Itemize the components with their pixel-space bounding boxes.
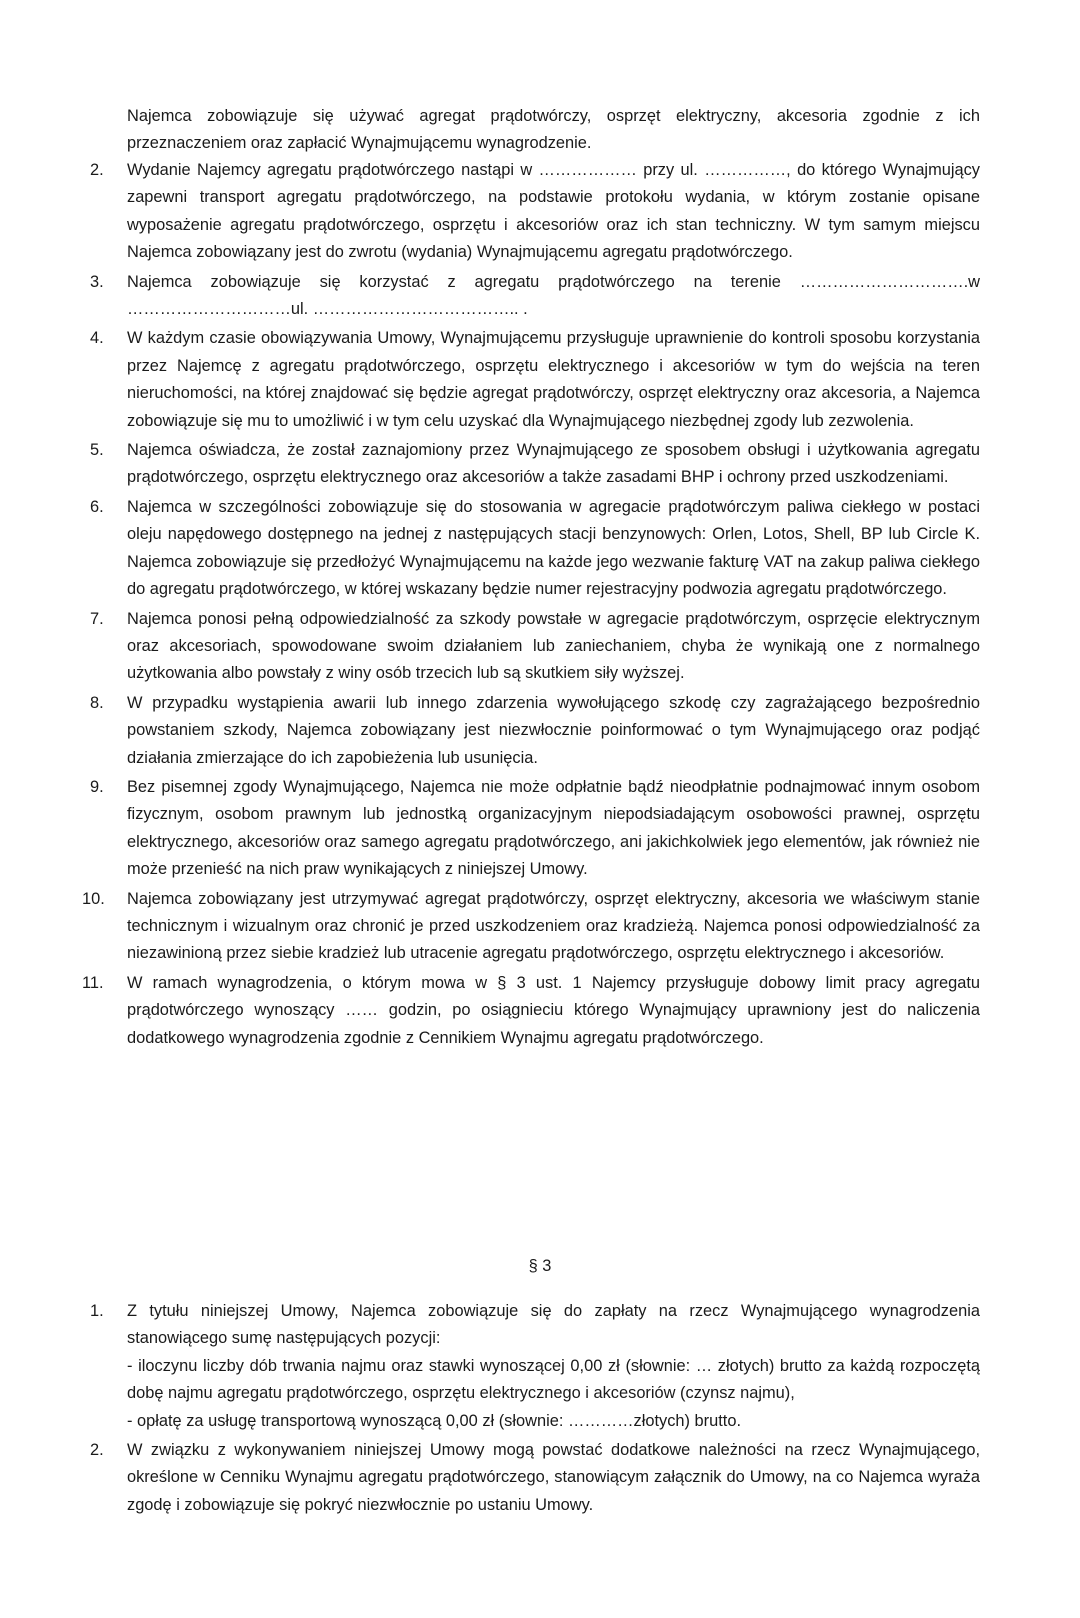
list-item <box>0 437 980 492</box>
item-text: Najemca ponosi pełną odpowiedzialność za szkody powstałe w agregacie prądotwórczym, osprzęcie elektrycznym oraz akcesoriach, spowodowane swoim działaniem lub zaniechaniem, chyba że wynikają one z normalnego użytkowania albo powstały z winy osób trzecich lub są skutkiem siły wyższej. <box>127 609 980 683</box>
item-number: 4. <box>90 329 104 348</box>
item-number: 11. <box>82 973 104 992</box>
item-text: W związku z wykonywaniem niniejszej Umowy mogą powstać dodatkowe należności na rzecz Wynajmującego, określone w Cenniku Wynajmu agregatu prądotwórczego, stanowiącym załącznik do Umowy, na co Najemca wyraża zgodę i zobowiązuje się pokryć niezwłocznie po ustaniu Umowy. <box>127 1441 980 1514</box>
section-3-list <box>0 1298 1080 1521</box>
item-text: Najemca oświadcza, że został zaznajomiony przez Wynajmującego ze sposobem obsługi i użytkowania agregatu prądotwórczego, osprzętu elektrycznego oraz akcesoriów a także zasadami BHP i ochrony przed uszkodzeniami. <box>127 441 980 487</box>
list-item <box>0 970 980 1052</box>
item-text: W ramach wynagrodzenia, o którym mowa w § 3 ust. 1 Najemcy przysługuje dobowy limit pracy agregatu prądotwórczego wynoszący …… godzin, po osiągnieciu którego Wynajmujący uprawniony jest do naliczenia dodatkowego wynagrodzenia zgodnie z Cennikiem Wynajmu agregatu prądotwórczego. <box>127 973 980 1047</box>
list-item <box>0 157 980 267</box>
item-text: Najemca zobowiązuje się korzystać z agregatu prądotwórczego na terenie ………………………….w …………………………ul. ……………………………….. . <box>127 272 980 319</box>
item-text: Z tytułu niniejszej Umowy, Najemca zobowiązuje się do zapłaty na rzecz Wynajmującego wynagrodzenia stanowiącego sumę następujących pozycji: <box>127 1302 980 1348</box>
list-item <box>0 690 980 772</box>
item-number: 10. <box>82 889 105 908</box>
list-item <box>0 774 980 884</box>
list-item <box>0 886 980 968</box>
list-item <box>0 269 980 324</box>
item-number: 9. <box>90 777 104 796</box>
item-number: 1. <box>90 1302 104 1320</box>
list-item <box>0 494 980 604</box>
item-number: 2. <box>90 161 104 179</box>
list-item <box>0 606 980 688</box>
item-text: Bez pisemnej zgody Wynajmującego, Najemca nie może odpłatnie bądź nieodpłatnie podnajmować innym osobom fizycznym, osobom prawnym lub jednostką organizacyjnym niepodsiadającym osobowości prawnej, osprzętu elektrycznego, akcesoriów oraz samego agregatu prądotwórczego, ani jakichkolwiek jego elementów, jak również nie może przenieść na nich praw wynikających z niniejszej Umowy. <box>127 777 980 879</box>
section-heading: § 3 <box>528 1257 552 1275</box>
item-number: 8. <box>90 693 104 712</box>
list-item <box>0 1298 980 1435</box>
item-text: W przypadku wystąpienia awarii lub innego zdarzenia wywołującego szkodę czy zagrażającego bezpośrednio powstaniem szkody, Najemca zobowiązany jest niezwłocznie poinformować o tym Wynajmującego oraz podjąć działania zmierzające do ich zapobieżenia lub usunięcia. <box>127 693 980 767</box>
item-text: Wydanie Najemcy agregatu prądotwórczego nastąpi w ……………… przy ul. ……………, do którego Wynajmujący zapewni transport agregatu prądotwórczego, na podstawie protokołu wydania, w którym zostanie opisane wyposażenie agregatu prądotwórczego, osprzętu i akcesoriów oraz ich stan techniczny. W tym samym miejscu Najemca zobowiązany jest do zwrotu (wydania) Wynajmującemu agregatu prądotwórczego. <box>127 161 980 262</box>
item-number: 2. <box>90 1441 104 1460</box>
item-number: 6. <box>90 497 104 516</box>
list-item <box>0 325 980 435</box>
item-number: 5. <box>90 441 104 460</box>
sub-item: - opłatę za usługę transportową wynoszącą 0,00 zł (słownie: …………złotych) brutto. <box>127 1411 742 1430</box>
item-number: 7. <box>90 609 104 628</box>
item-text: Najemca w szczególności zobowiązuje się do stosowania w agregacie prądotwórczym paliwa ciekłego w postaci oleju napędowego dostępnego na jednej z następujących stacji benzynowych: Orlen, Lotos, Shell, BP lub Circle K. Najemca zobowiązuje się przedłożyć Wynajmującemu na każde jego wezwanie fakturę VAT na zakup paliwa ciekłego do agregatu prądotwórczego, w której wskazany będzie numer rejestracyjny podwozia agregatu prądotwórczego. <box>127 497 980 599</box>
list-item <box>0 1437 980 1519</box>
clauses-list <box>0 157 1080 1054</box>
item-number: 3. <box>90 272 104 291</box>
sub-item: - iloczynu liczby dób trwania najmu oraz stawki wynoszącej 0,00 zł (słownie: … złotych) brutto za każdą rozpoczętą dobę najmu agregatu prądotwórczego, osprzętu elektrycznego i akcesoriów (czynsz najmu), <box>127 1356 980 1403</box>
item-text: Najemca zobowiązany jest utrzymywać agregat prądotwórczy, osprzęt elektryczny, akcesoria we właściwym stanie technicznym i wizualnym oraz chronić je przed uszkodzeniem oraz kradzieżą. Najemca ponosi odpowiedzialność za niezawinioną przez siebie kradzież lub utracenie agregatu prądotwórczego, osprzętu elektrycznego i akcesoriów. <box>127 889 980 963</box>
lead-paragraph: Najemca zobowiązuje się używać agregat prądotwórczy, osprzęt elektryczny, akcesoria zgodnie z ich przeznaczeniem oraz zapłacić Wynajmującemu wynagrodzenie. <box>127 107 980 153</box>
item-text: W każdym czasie obowiązywania Umowy, Wynajmującemu przysługuje uprawnienie do kontroli sposobu korzystania przez Najemcę z agregatu prądotwórczego, osprzętu elektrycznego i akcesoriów w tym do wejścia na teren nieruchomości, na której znajdować się będzie agregat prądotwórczy, osprzęt elektryczny oraz akcesoria, a Najemca zobowiązuje się mu to umożliwić i w tym celu uzyskać dla Wynajmującego niezbędnej zgody lub zezwolenia. <box>127 329 980 430</box>
